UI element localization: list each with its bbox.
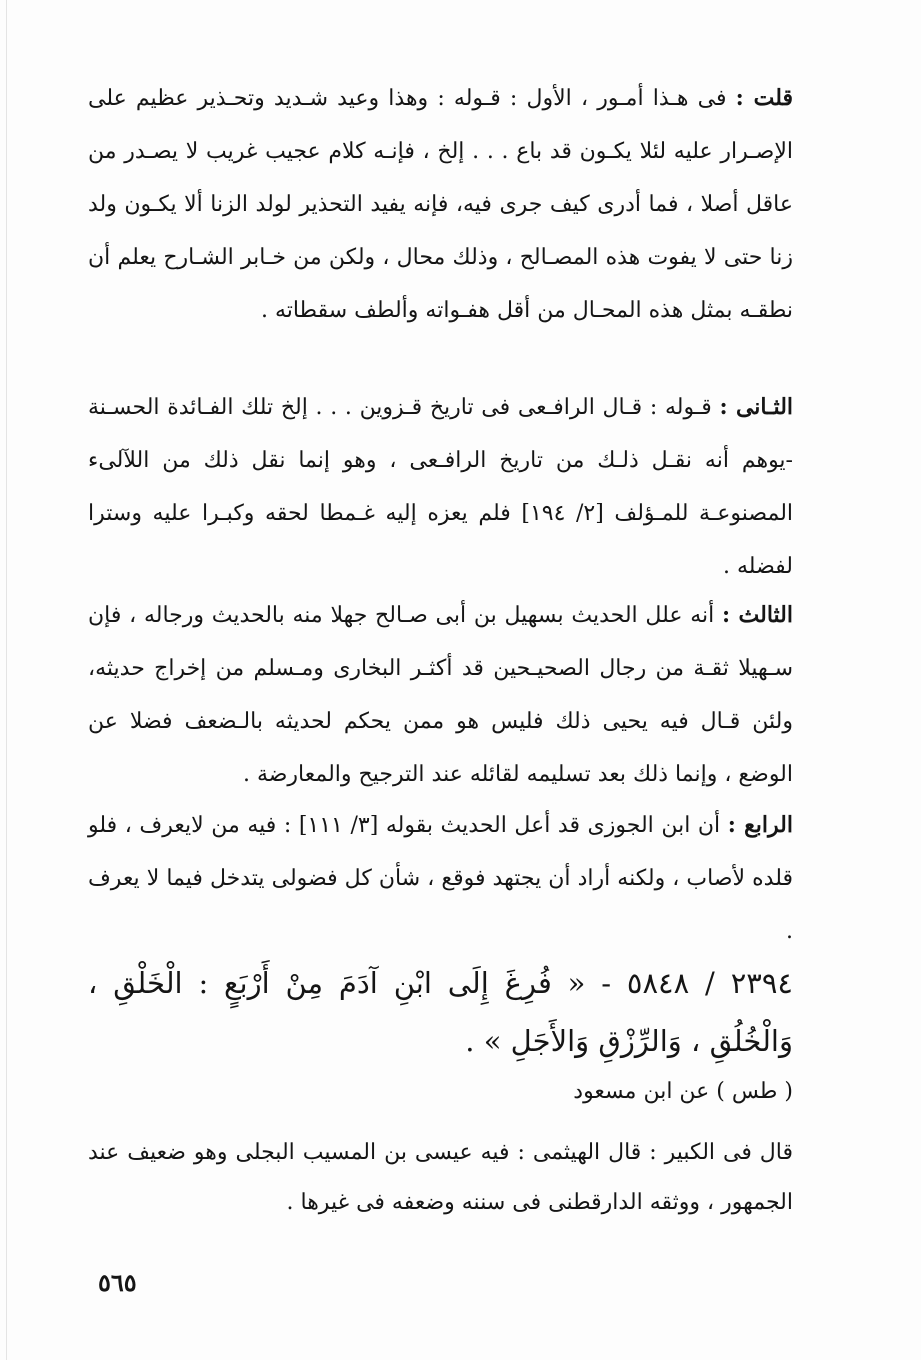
hadith-source (88, 1072, 793, 1112)
paragraph-3-text: أنه علل الحديث بسهيل بن أبى صـالح جهلا منه بالحديث ورجاله ، فإن سـهيلا ثقـة من رجال الصحيـحين قد أكثـر البخارى ومـسلم من إخراج حديثه، ولئن قـال فيه يحيى ذلك فليس هو ممن يحكم لحديثه بالـضعف فضلا عن الوضع ، وإنما ذلك بعد تسليمه لقائله عند الترجيح والمعارضة . (88, 603, 793, 787)
hadith-number: ٢٣٩٤ / ٥٨٤٨ - (601, 966, 793, 1000)
paragraph-1-lead: قلت : (735, 85, 794, 111)
paragraph-1-text: فى هـذا أمـور ، الأول : قـوله : وهذا وعيد شـديد وتحـذير عظيم على الإصـرار عليه لئلا يكـون قد باع . . . إلخ ، فإنـه كلام عجيب غريب لا يصـدر من عاقل أصلا ، فما أدرى كيف جرى فيه، فإنه يفيد التحذير لولد الزنا ألا يكـون ولد زنا حتى لا يفوت هذه المصـالح ، وذلك محال ، ولكن من خـابر الشـارح يعلم أن نطقـه بمثل هذه المحـال من أقل هفـواته وألطف سقطاته . (88, 86, 793, 323)
paragraph-4-text: أن ابن الجوزى قد أعل الحديث بقوله [٣/ ١١١] : فيه من لايعرف ، فلو قلده لأصاب ، ولكنه أراد أن يجتهد فوقع ، شأن كل فضولى يتدخل فيما لا يعرف . (88, 813, 793, 944)
page-number: ٥٦٥ (98, 1268, 137, 1297)
scan-edge-line (6, 0, 7, 1360)
hadith-text: « فُرِغَ إِلَى ابْنِ آدَمَ مِنْ أَرْبَعٍ : الْخَلْقِ ، وَالْخُلُقِ ، وَالرِّزْقِ وَالأَجَلِ » . (88, 966, 793, 1058)
paragraph-4-lead: الرابع : (727, 812, 793, 838)
commentary (88, 1128, 793, 1228)
paragraph-3 (88, 589, 793, 801)
hadith-entry (88, 954, 793, 1070)
paragraph-2-text: قـوله : قـال الرافـعى فى تاريخ قـزوين . . . إلخ تلك الفـائدة الحسـنة -يوهم أنه نقـل ذلـك من تاريخ الرافـعى ، وهو إنما نقل ذلك من اللآلىء المصنوعـة للمـؤلف [٢/ ١٩٤] فلم يعزه إليه غـمطا لحقه وكبـرا عليه وسترا لفضله . (88, 395, 794, 579)
paragraph-4 (88, 799, 793, 958)
paragraph-2 (88, 381, 793, 593)
paragraph-1 (88, 72, 793, 337)
commentary-text: قال فى الكبير : قال الهيثمى : فيه عيسى بن المسيب البجلى وهو ضعيف عند الجمهور ، ووثقه الدارقطنى فى سننه وضعفه فى غيرها . (88, 1140, 793, 1215)
hadith-source-text: ( طس ) عن ابن مسعود (573, 1079, 793, 1104)
paragraph-2-lead: الثـانى : (719, 394, 794, 420)
paragraph-3-lead: الثالث : (722, 602, 793, 628)
